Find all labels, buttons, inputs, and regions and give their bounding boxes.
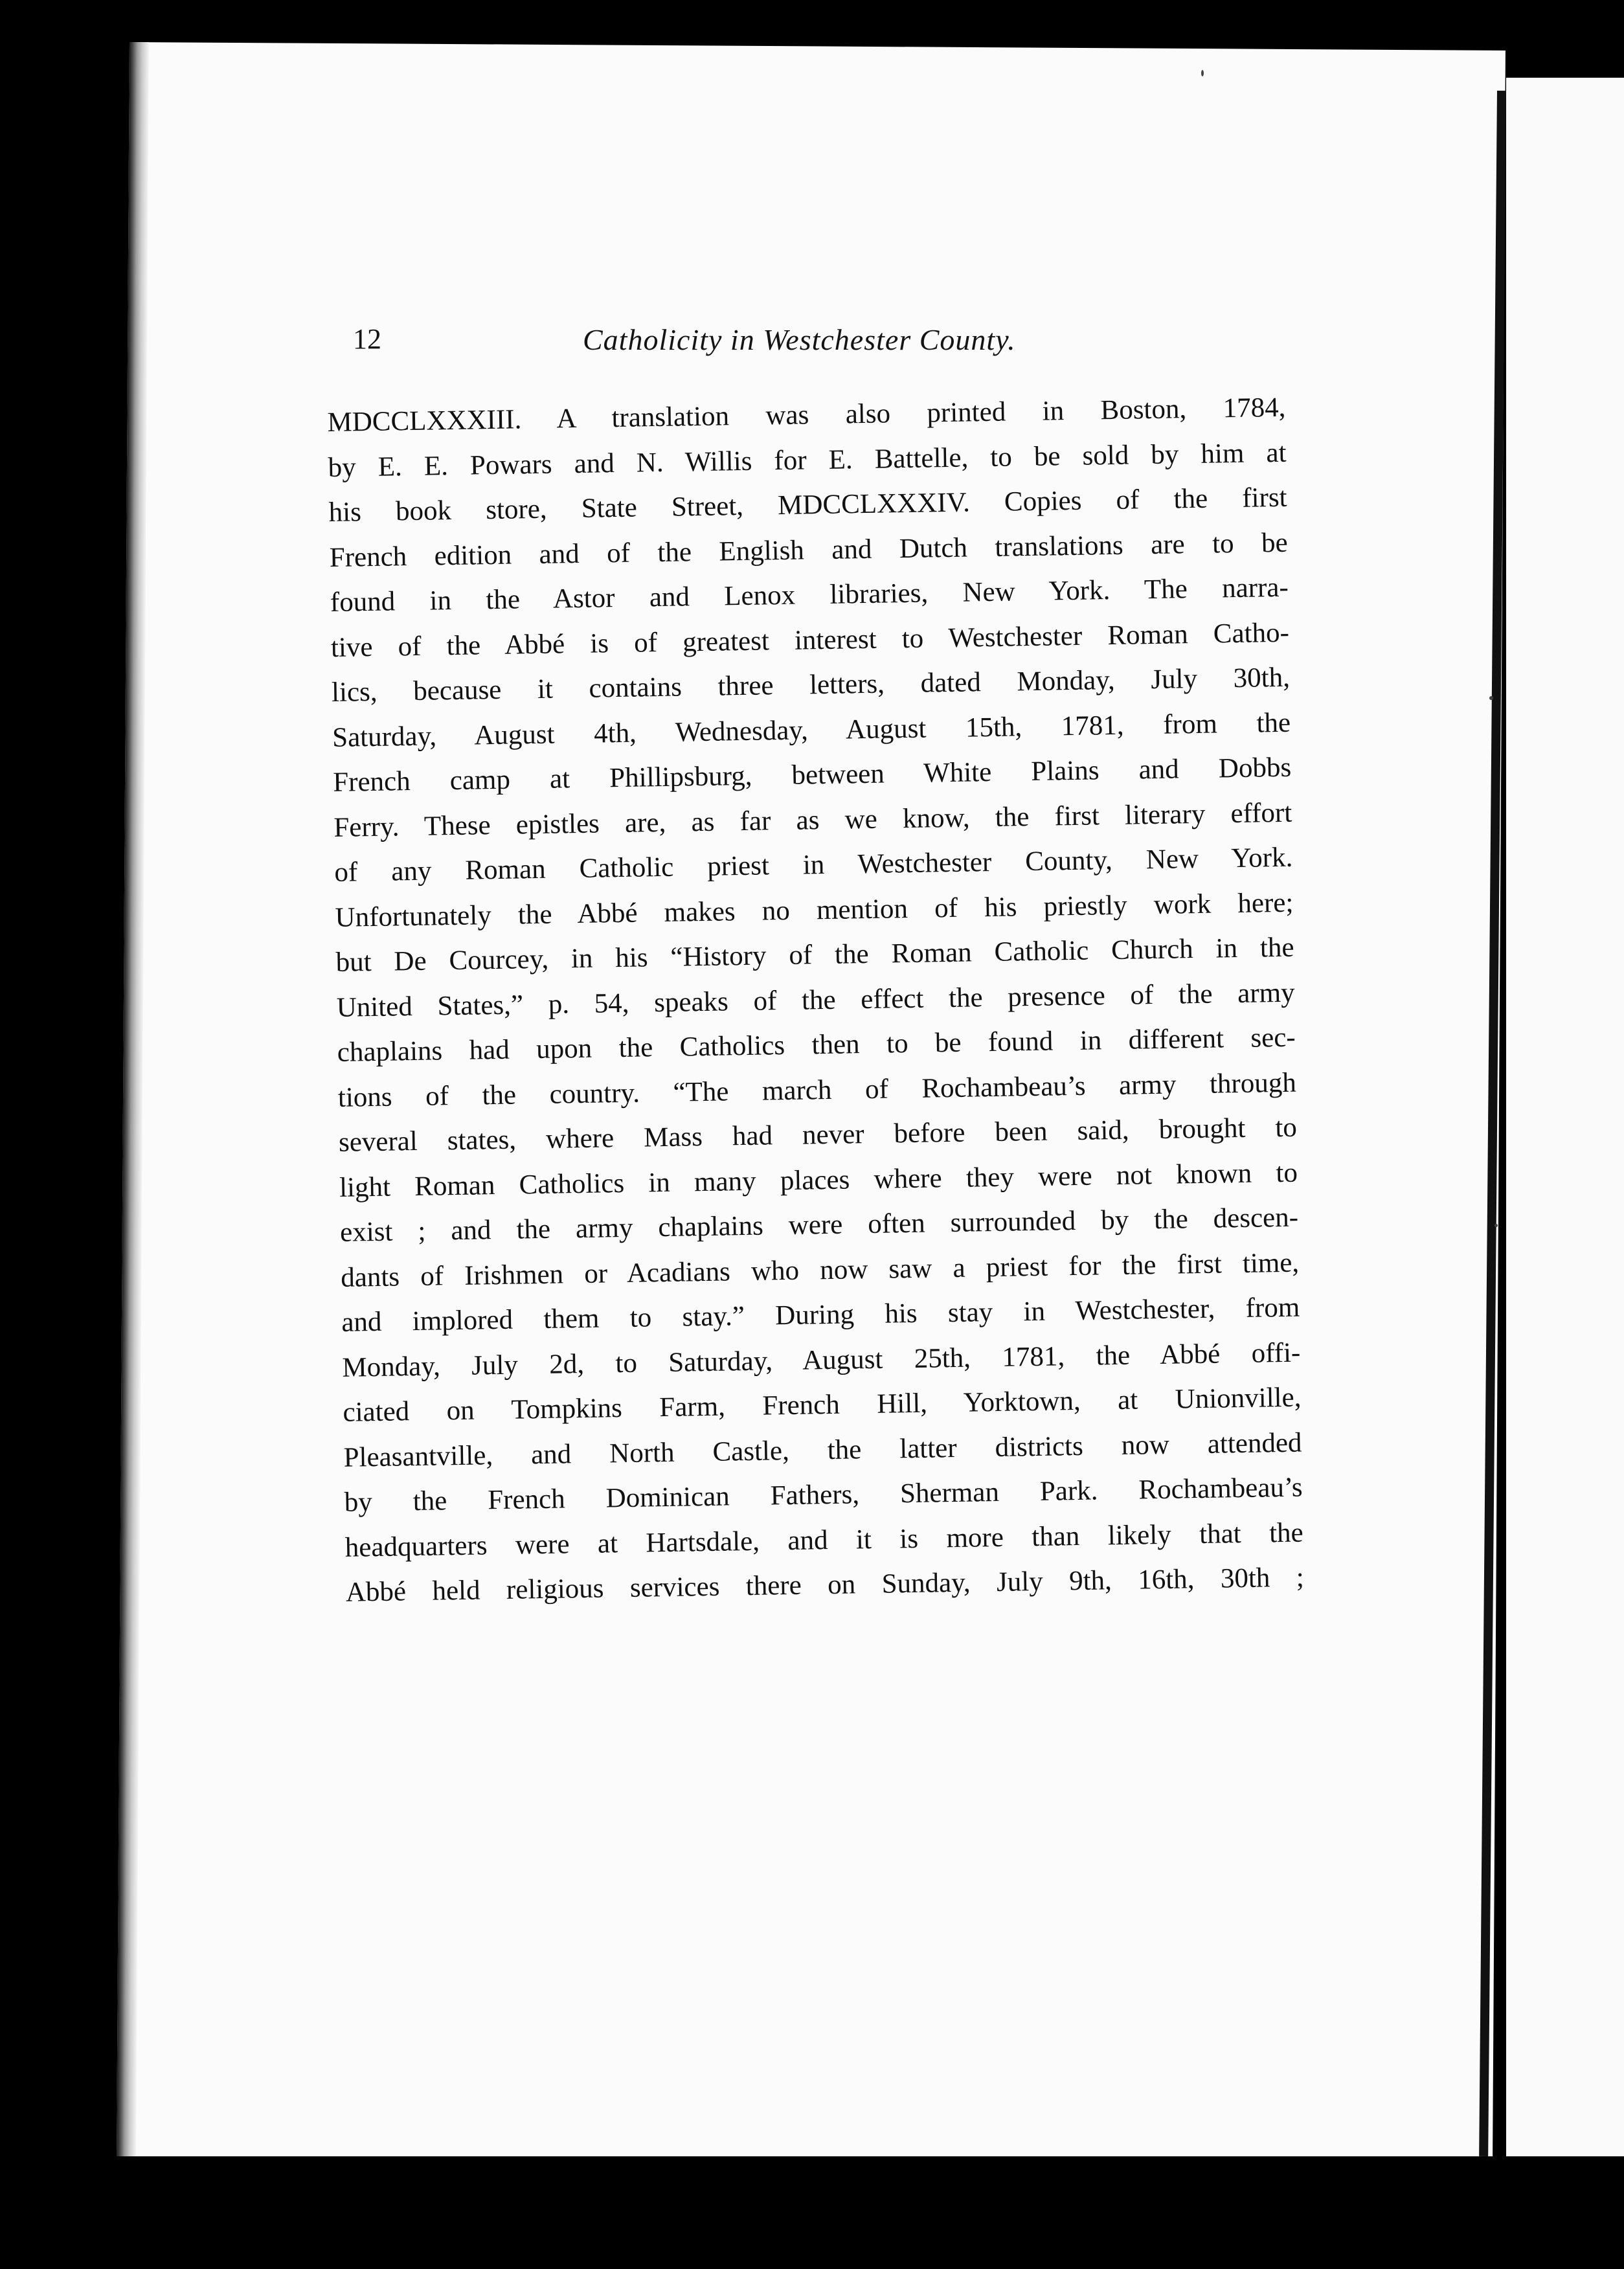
- scan-speck: [1201, 70, 1204, 76]
- text-line: by E. E. Powars and N. Willis for E. Battelle, to be sold by him at: [328, 437, 1287, 483]
- text-line: Pleasantville, and North Castle, the latter districts now attended: [343, 1427, 1302, 1473]
- binding-edge: [117, 42, 149, 2156]
- text-line: and implored them to stay.” During his stay in Westchester, from: [341, 1292, 1300, 1338]
- text-line: French camp at Phillipsburg, between White Plains and Dobbs: [332, 752, 1292, 798]
- running-title: Catholicity in Westchester County.: [583, 323, 1016, 356]
- text-line: tive of the Abbé is of greatest interest to Westchester Roman Catho-: [330, 617, 1290, 663]
- page-number: 12: [353, 323, 381, 355]
- text-line: Abbé held religious services there on Sunday, July 9th, 16th, 30th ;: [345, 1562, 1305, 1608]
- scan-speck: [1494, 1224, 1498, 1227]
- running-head: [353, 322, 1285, 381]
- text-line: light Roman Catholics in many places where they were not known to: [339, 1157, 1298, 1203]
- text-line: Monday, July 2d, to Saturday, August 25th, 1781, the Abbé offi-: [342, 1337, 1301, 1383]
- text-line: Ferry. These epistles are, as far as we know, the first literary effort: [333, 797, 1292, 843]
- text-line: found in the Astor and Lenox libraries, New York. The narra-: [330, 572, 1289, 618]
- text-line: dants of Irishmen or Acadians who now saw a priest for the first time,: [340, 1247, 1300, 1293]
- text-line: but De Courcey, in his “History of the Roman Catholic Church in the: [335, 932, 1294, 978]
- body-text: [327, 385, 1304, 1616]
- scan-speck: [1489, 696, 1493, 700]
- text-line: by the French Dominican Fathers, Sherman Park. Rochambeau’s: [344, 1472, 1303, 1518]
- text-line: Unfortunately the Abbé makes no mention of his priestly work here;: [335, 887, 1294, 933]
- text-line: chaplains had upon the Catholics then to be found in different sec-: [337, 1022, 1296, 1068]
- text-line: French edition and of the English and Dutch translations are to be: [329, 527, 1289, 573]
- text-line: his book store, State Street, MDCCLXXXIV. Copies of the first: [328, 482, 1287, 528]
- text-line: United States,” p. 54, speaks of the effect the presence of the army: [336, 977, 1295, 1023]
- adjacent-page-strip: [1506, 78, 1624, 2163]
- text-line: headquarters were at Hartsdale, and it is more than likely that the: [344, 1517, 1304, 1563]
- text-line: tions of the country. “The march of Rochambeau’s army through: [337, 1067, 1297, 1113]
- text-line: lics, because it contains three letters, dated Monday, July 30th,: [331, 662, 1291, 708]
- text-line: MDCCLXXXIII. A translation was also printed in Boston, 1784,: [327, 392, 1286, 438]
- text-line: Saturday, August 4th, Wednesday, August 15th, 1781, from the: [332, 707, 1291, 753]
- text-line: several states, where Mass had never before been said, brought to: [338, 1112, 1298, 1158]
- text-line: of any Roman Catholic priest in Westchester County, New York.: [334, 842, 1293, 888]
- text-line: exist ; and the army chaplains were often surrounded by the descen-: [339, 1202, 1299, 1248]
- text-line: ciated on Tompkins Farm, French Hill, Yorktown, at Unionville,: [343, 1382, 1302, 1428]
- scan-border-bottom: [0, 2156, 1624, 2269]
